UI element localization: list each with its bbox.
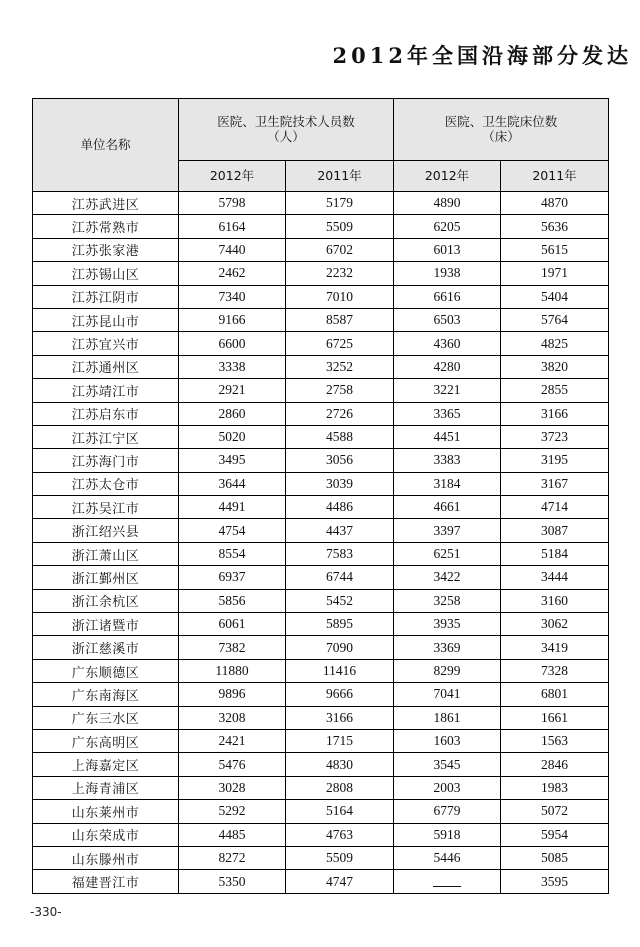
- row-value-2: 7041: [394, 683, 501, 706]
- column-group-beds-line2: （床）: [482, 129, 520, 145]
- table-row: [33, 308, 609, 331]
- row-value-1: 5509: [286, 846, 394, 869]
- row-value-0: 5856: [179, 589, 286, 612]
- table-row: [33, 285, 609, 308]
- row-value-3: 2855: [501, 379, 609, 402]
- row-value-1: 7090: [286, 636, 394, 659]
- table-row: [33, 472, 609, 495]
- row-value-2: 6205: [394, 215, 501, 238]
- table-row: [33, 706, 609, 729]
- row-unit-name: 浙江余杭区: [33, 589, 179, 612]
- row-value-2: [394, 870, 501, 893]
- row-value-0: 3338: [179, 355, 286, 378]
- table-row: [33, 238, 609, 261]
- row-value-2: 3383: [394, 449, 501, 472]
- row-value-0: 5020: [179, 425, 286, 448]
- table-row: [33, 659, 609, 682]
- row-value-2: 8299: [394, 659, 501, 682]
- row-value-2: 1861: [394, 706, 501, 729]
- no-data-dash: [433, 878, 461, 887]
- row-value-1: 3252: [286, 355, 394, 378]
- row-value-2: 6779: [394, 800, 501, 823]
- row-unit-name: 浙江鄞州区: [33, 566, 179, 589]
- row-value-1: 3056: [286, 449, 394, 472]
- row-value-3: 1563: [501, 729, 609, 752]
- row-value-1: 3166: [286, 706, 394, 729]
- row-value-0: 8272: [179, 846, 286, 869]
- column-header-beds-2011: 2011年: [501, 160, 609, 191]
- row-unit-name: 江苏武进区: [33, 192, 179, 215]
- row-value-1: 2232: [286, 262, 394, 285]
- row-value-3: 5184: [501, 542, 609, 565]
- table-row: [33, 729, 609, 752]
- row-value-1: 6744: [286, 566, 394, 589]
- row-value-0: 3028: [179, 776, 286, 799]
- row-unit-name: 上海嘉定区: [33, 753, 179, 776]
- row-value-0: 8554: [179, 542, 286, 565]
- row-unit-name: 上海青浦区: [33, 776, 179, 799]
- row-value-1: 2726: [286, 402, 394, 425]
- row-value-3: 5764: [501, 308, 609, 331]
- column-group-beds: [394, 99, 609, 161]
- table-body: [33, 192, 609, 894]
- row-unit-name: 广东顺德区: [33, 659, 179, 682]
- row-value-0: 6937: [179, 566, 286, 589]
- page-title: 2012年全国沿海部分发达: [332, 43, 632, 68]
- table-row: [33, 753, 609, 776]
- row-value-1: 9666: [286, 683, 394, 706]
- row-unit-name: 江苏宜兴市: [33, 332, 179, 355]
- row-unit-name: 江苏通州区: [33, 355, 179, 378]
- row-value-0: 7340: [179, 285, 286, 308]
- column-group-technical-staff: [179, 99, 394, 161]
- row-value-2: 3258: [394, 589, 501, 612]
- row-value-3: 5072: [501, 800, 609, 823]
- row-value-0: 9896: [179, 683, 286, 706]
- table-row: [33, 355, 609, 378]
- row-value-0: 7440: [179, 238, 286, 261]
- table-row: [33, 683, 609, 706]
- row-value-3: 2846: [501, 753, 609, 776]
- row-unit-name: 江苏太仓市: [33, 472, 179, 495]
- row-value-3: 1983: [501, 776, 609, 799]
- row-value-1: 7010: [286, 285, 394, 308]
- row-value-3: 5404: [501, 285, 609, 308]
- row-value-0: 11880: [179, 659, 286, 682]
- row-value-3: 3820: [501, 355, 609, 378]
- row-unit-name: 江苏吴江市: [33, 496, 179, 519]
- row-value-0: 2462: [179, 262, 286, 285]
- table-header: [33, 99, 609, 192]
- row-value-2: 4451: [394, 425, 501, 448]
- row-value-0: 6061: [179, 613, 286, 636]
- row-value-3: 4714: [501, 496, 609, 519]
- row-value-2: 3935: [394, 613, 501, 636]
- row-value-0: 6600: [179, 332, 286, 355]
- row-value-2: 6503: [394, 308, 501, 331]
- row-value-2: 3545: [394, 753, 501, 776]
- row-unit-name: 江苏江宁区: [33, 425, 179, 448]
- row-value-2: 1938: [394, 262, 501, 285]
- row-value-2: 4661: [394, 496, 501, 519]
- statistics-table-wrapper: [32, 98, 608, 894]
- column-group-technical-staff-line1: 医院、卫生院技术人员数: [217, 113, 355, 129]
- row-value-0: 4491: [179, 496, 286, 519]
- row-value-1: 3039: [286, 472, 394, 495]
- row-value-1: 4486: [286, 496, 394, 519]
- row-value-3: 3723: [501, 425, 609, 448]
- row-value-1: 6725: [286, 332, 394, 355]
- row-value-3: 3595: [501, 870, 609, 893]
- row-value-2: 3397: [394, 519, 501, 542]
- row-unit-name: 浙江绍兴县: [33, 519, 179, 542]
- row-value-0: 3644: [179, 472, 286, 495]
- table-header-row-groups: [33, 99, 609, 161]
- row-value-0: 3495: [179, 449, 286, 472]
- row-unit-name: 福建晋江市: [33, 870, 179, 893]
- page-number: -330-: [30, 905, 62, 919]
- row-value-0: 3208: [179, 706, 286, 729]
- row-value-2: 5446: [394, 846, 501, 869]
- row-unit-name: 江苏张家港: [33, 238, 179, 261]
- table-row: [33, 215, 609, 238]
- row-value-3: 7328: [501, 659, 609, 682]
- table-row: [33, 519, 609, 542]
- table-row: [33, 379, 609, 402]
- row-value-1: 4437: [286, 519, 394, 542]
- row-value-3: 3444: [501, 566, 609, 589]
- row-unit-name: 江苏昆山市: [33, 308, 179, 331]
- row-value-1: 2808: [286, 776, 394, 799]
- row-value-1: 5179: [286, 192, 394, 215]
- row-value-2: 5918: [394, 823, 501, 846]
- table-row: [33, 776, 609, 799]
- row-unit-name: 江苏常熟市: [33, 215, 179, 238]
- row-value-2: 3369: [394, 636, 501, 659]
- table-row: [33, 823, 609, 846]
- table-row: [33, 449, 609, 472]
- row-value-1: 4747: [286, 870, 394, 893]
- column-group-beds-line1: 医院、卫生院床位数: [444, 113, 558, 129]
- row-value-3: 1971: [501, 262, 609, 285]
- row-value-2: 4280: [394, 355, 501, 378]
- row-unit-name: 广东南海区: [33, 683, 179, 706]
- row-value-1: 4763: [286, 823, 394, 846]
- row-value-3: 3419: [501, 636, 609, 659]
- row-value-0: 4485: [179, 823, 286, 846]
- table-row: [33, 846, 609, 869]
- row-value-3: 5615: [501, 238, 609, 261]
- column-header-staff-2011: 2011年: [286, 160, 394, 191]
- row-value-0: 5350: [179, 870, 286, 893]
- row-unit-name: 江苏启东市: [33, 402, 179, 425]
- row-unit-name: 浙江萧山区: [33, 542, 179, 565]
- row-value-0: 6164: [179, 215, 286, 238]
- column-header-staff-2012: 2012年: [179, 160, 286, 191]
- row-value-2: 4360: [394, 332, 501, 355]
- row-unit-name: 广东高明区: [33, 729, 179, 752]
- row-value-1: 4588: [286, 425, 394, 448]
- row-value-3: 3062: [501, 613, 609, 636]
- row-value-1: 8587: [286, 308, 394, 331]
- row-value-1: 6702: [286, 238, 394, 261]
- row-value-3: 4870: [501, 192, 609, 215]
- row-value-2: 3221: [394, 379, 501, 402]
- row-value-0: 9166: [179, 308, 286, 331]
- table-row: [33, 636, 609, 659]
- row-value-3: 3195: [501, 449, 609, 472]
- table-row: [33, 870, 609, 893]
- row-value-1: 2758: [286, 379, 394, 402]
- row-value-1: 4830: [286, 753, 394, 776]
- row-value-0: 2860: [179, 402, 286, 425]
- row-value-2: 3365: [394, 402, 501, 425]
- row-value-2: 6251: [394, 542, 501, 565]
- row-unit-name: 山东滕州市: [33, 846, 179, 869]
- row-value-2: 4890: [394, 192, 501, 215]
- row-value-3: 3167: [501, 472, 609, 495]
- row-value-2: 3184: [394, 472, 501, 495]
- table-row: [33, 542, 609, 565]
- column-group-technical-staff-line2: （人）: [267, 129, 305, 145]
- table-row: [33, 332, 609, 355]
- row-value-0: 2921: [179, 379, 286, 402]
- row-value-1: 5895: [286, 613, 394, 636]
- statistics-table: [32, 98, 609, 894]
- row-unit-name: 山东莱州市: [33, 800, 179, 823]
- row-value-2: 3422: [394, 566, 501, 589]
- row-value-3: 5636: [501, 215, 609, 238]
- row-value-3: 3160: [501, 589, 609, 612]
- row-value-3: 5085: [501, 846, 609, 869]
- row-value-3: 4825: [501, 332, 609, 355]
- row-value-3: 6801: [501, 683, 609, 706]
- table-row: [33, 192, 609, 215]
- table-row: [33, 800, 609, 823]
- row-unit-name: 浙江诸暨市: [33, 613, 179, 636]
- row-value-2: 2003: [394, 776, 501, 799]
- table-row: [33, 613, 609, 636]
- table-row: [33, 566, 609, 589]
- table-row: [33, 589, 609, 612]
- table-row: [33, 402, 609, 425]
- row-value-1: 11416: [286, 659, 394, 682]
- row-value-3: 5954: [501, 823, 609, 846]
- row-value-0: 4754: [179, 519, 286, 542]
- row-unit-name: 江苏海门市: [33, 449, 179, 472]
- column-header-unit-name: 单位名称: [33, 99, 179, 192]
- row-value-2: 1603: [394, 729, 501, 752]
- table-row: [33, 425, 609, 448]
- row-value-0: 2421: [179, 729, 286, 752]
- row-unit-name: 浙江慈溪市: [33, 636, 179, 659]
- row-unit-name: 山东荣成市: [33, 823, 179, 846]
- row-value-3: 3087: [501, 519, 609, 542]
- row-value-1: 5164: [286, 800, 394, 823]
- row-value-0: 5476: [179, 753, 286, 776]
- column-header-beds-2012: 2012年: [394, 160, 501, 191]
- row-unit-name: 广东三水区: [33, 706, 179, 729]
- row-value-3: 1661: [501, 706, 609, 729]
- row-value-1: 5509: [286, 215, 394, 238]
- row-value-0: 5292: [179, 800, 286, 823]
- row-unit-name: 江苏锡山区: [33, 262, 179, 285]
- row-value-0: 5798: [179, 192, 286, 215]
- row-value-3: 3166: [501, 402, 609, 425]
- row-value-1: 1715: [286, 729, 394, 752]
- row-unit-name: 江苏江阴市: [33, 285, 179, 308]
- row-unit-name: 江苏靖江市: [33, 379, 179, 402]
- row-value-2: 6013: [394, 238, 501, 261]
- row-value-0: 7382: [179, 636, 286, 659]
- row-value-2: 6616: [394, 285, 501, 308]
- table-row: [33, 496, 609, 519]
- row-value-1: 5452: [286, 589, 394, 612]
- row-value-1: 7583: [286, 542, 394, 565]
- table-row: [33, 262, 609, 285]
